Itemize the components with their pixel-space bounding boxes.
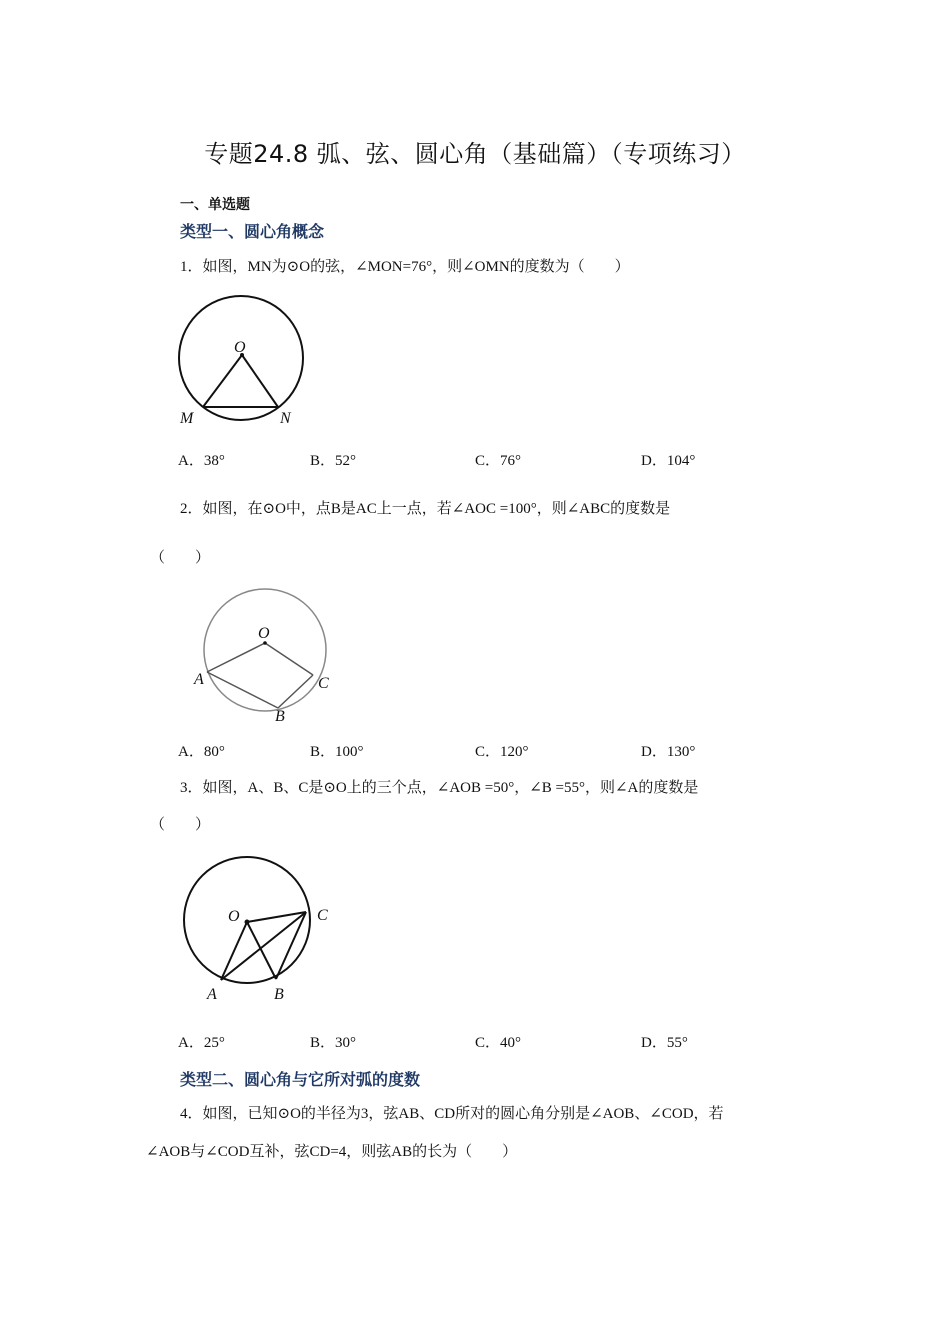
q3-option-b[interactable]: B．30° — [310, 1035, 357, 1051]
q1-option-d[interactable]: D．104° — [641, 453, 696, 469]
label-c: C — [318, 675, 329, 692]
question-2-stem-cont: （ ） — [150, 550, 211, 566]
q3-option-d[interactable]: D．55° — [641, 1035, 688, 1051]
q1-option-b[interactable]: B．52° — [310, 453, 357, 469]
question-1-stem: 1．如图，MN为⊙O的弦，∠MON=76°，则∠OMN的度数为（ ） — [180, 259, 630, 275]
label-o: O — [228, 908, 240, 925]
label-b: B — [275, 708, 285, 725]
question-3-stem-cont: （ ） — [150, 817, 211, 833]
question-2-stem: 2．如图，在⊙O中，点B是AC上一点，若∠AOC =100°，则∠ABC的度数是 — [180, 501, 671, 517]
question-2-figure — [185, 580, 345, 730]
q1-option-c[interactable]: C．76° — [475, 453, 522, 469]
label-n: N — [280, 410, 291, 427]
page-title: 专题24.8 弧、弦、圆心角（基础篇）（专项练习） — [204, 140, 746, 168]
question-3-stem: 3．如图，A、B、C是⊙O上的三个点，∠AOB =50°，∠B =55°，则∠A的度数是 — [180, 780, 699, 796]
label-o: O — [234, 339, 246, 356]
q1-option-a[interactable]: A．38° — [178, 453, 225, 469]
q2-option-c[interactable]: C．120° — [475, 744, 529, 760]
label-b: B — [274, 986, 284, 1003]
label-c: C — [317, 907, 328, 924]
question-1-figure — [170, 290, 320, 430]
label-a: A — [207, 986, 217, 1003]
type-heading-2: 类型二、圆心角与它所对弧的度数 — [180, 1070, 421, 1089]
label-o: O — [258, 625, 270, 642]
question-3-figure — [175, 850, 345, 1010]
q3-option-c[interactable]: C．40° — [475, 1035, 522, 1051]
q3-option-a[interactable]: A．25° — [178, 1035, 225, 1051]
type-heading-1: 类型一、圆心角概念 — [180, 222, 325, 241]
label-a: A — [194, 671, 204, 688]
q2-option-a[interactable]: A．80° — [178, 744, 225, 760]
q2-option-b[interactable]: B．100° — [310, 744, 364, 760]
question-4-stem-cont: ∠AOB与∠COD互补，弦CD=4，则弦AB的长为（ ） — [146, 1144, 518, 1160]
question-4-stem: 4．如图，已知⊙O的半径为3，弦AB、CD所对的圆心角分别是∠AOB、∠COD，若 — [180, 1106, 724, 1122]
section-heading: 一、单选题 — [180, 197, 250, 213]
label-m: M — [180, 410, 194, 427]
q2-option-d[interactable]: D．130° — [641, 744, 696, 760]
